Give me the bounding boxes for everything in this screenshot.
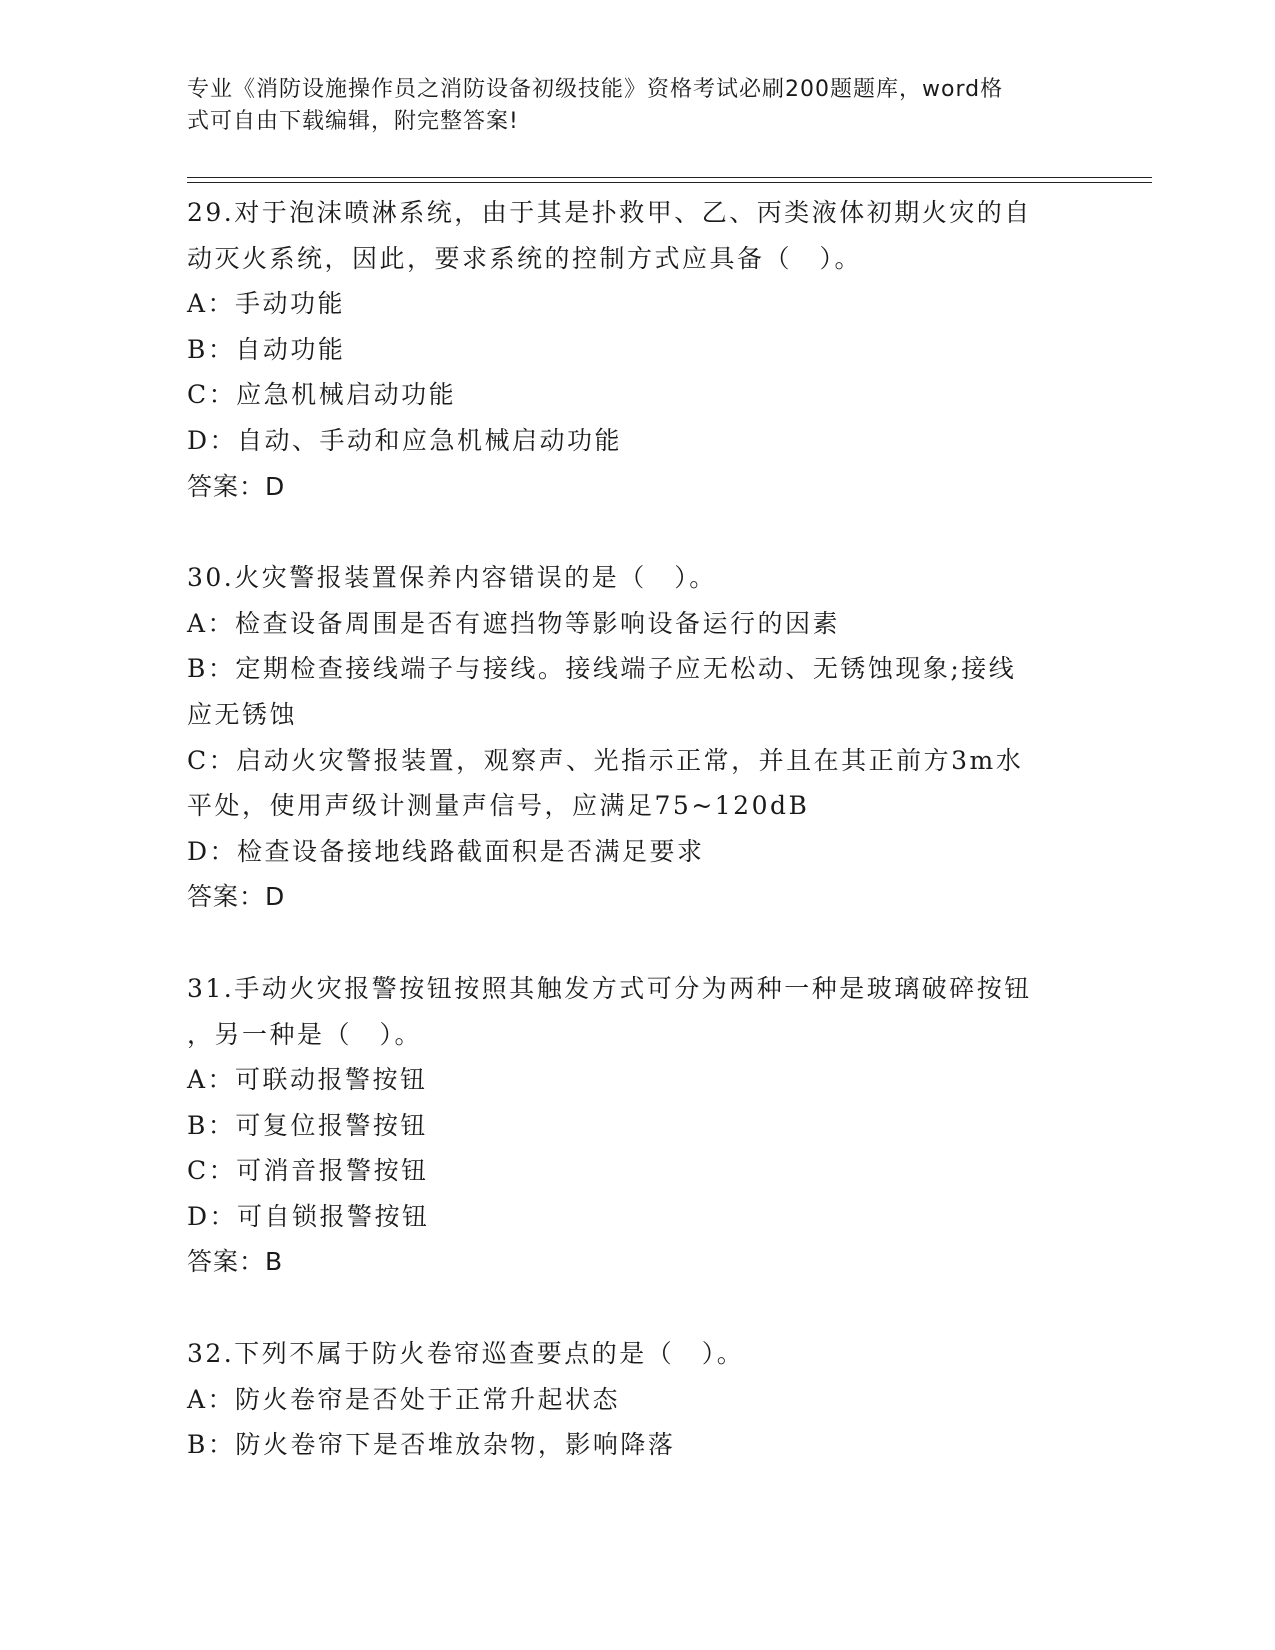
header-line-1: 专业《消防设施操作员之消防设备初级技能》资格考试必刷200题题库，word格 <box>187 77 1004 102</box>
option-d: D：检查设备接地线路截面积是否满足要求 <box>187 836 705 866</box>
question-list <box>187 190 1087 1514</box>
header-divider-top <box>187 177 1152 178</box>
option-c: C：启动火灾警报装置，观察声、光指示正常，并且在其正前方3m水 <box>187 745 1024 775</box>
option-d: D：自动、手动和应急机械启动功能 <box>187 425 623 455</box>
question-text-line: ，另一种是（ ）。 <box>187 1019 423 1049</box>
option-a: A：检查设备周围是否有遮挡物等影响设备运行的因素 <box>187 608 841 638</box>
answer-label: 答案：D <box>187 471 286 501</box>
question-text-line: 31.手动火灾报警按钮按照其触发方式可分为两种一种是玻璃破碎按钮 <box>187 973 1032 1003</box>
question-text-line: 动灭火系统，因此，要求系统的控制方式应具备（ ）。 <box>187 243 863 273</box>
header-divider-bottom <box>187 182 1152 183</box>
question-31 <box>187 966 1087 1285</box>
answer-label: 答案：B <box>187 1247 284 1277</box>
option-a: A：防火卷帘是否处于正常升起状态 <box>187 1384 621 1414</box>
header-line-2: 式可自由下载编辑，附完整答案! <box>187 109 519 134</box>
option-c-continued: 平处，使用声级计测量声信号，应满足75~120dB <box>187 791 810 821</box>
option-c: C：应急机械启动功能 <box>187 380 457 410</box>
option-b-continued: 应无锈蚀 <box>187 699 298 729</box>
answer-label: 答案：D <box>187 882 286 912</box>
question-30 <box>187 555 1087 920</box>
question-text-line: 30.火灾警报装置保养内容错误的是（ ）。 <box>187 563 717 593</box>
option-c: C：可消音报警按钮 <box>187 1156 429 1186</box>
option-b: B：定期检查接线端子与接线。接线端子应无松动、无锈蚀现象;接线 <box>187 654 1017 684</box>
option-b: B：可复位报警按钮 <box>187 1110 428 1140</box>
option-b: B：防火卷帘下是否堆放杂物，影响降落 <box>187 1430 676 1460</box>
question-text-line: 29.对于泡沫喷淋系统，由于其是扑救甲、乙、丙类液体初期火灾的自 <box>187 198 1032 227</box>
option-d: D：可自锁报警按钮 <box>187 1201 430 1231</box>
option-a: A：手动功能 <box>187 289 346 319</box>
question-32 <box>187 1331 1087 1468</box>
option-b: B：自动功能 <box>187 334 346 364</box>
question-text-line: 32.下列不属于防火卷帘巡查要点的是（ ）。 <box>187 1339 745 1369</box>
question-29 <box>187 190 1087 509</box>
option-a: A：可联动报警按钮 <box>187 1065 428 1095</box>
document-header <box>187 74 1077 138</box>
